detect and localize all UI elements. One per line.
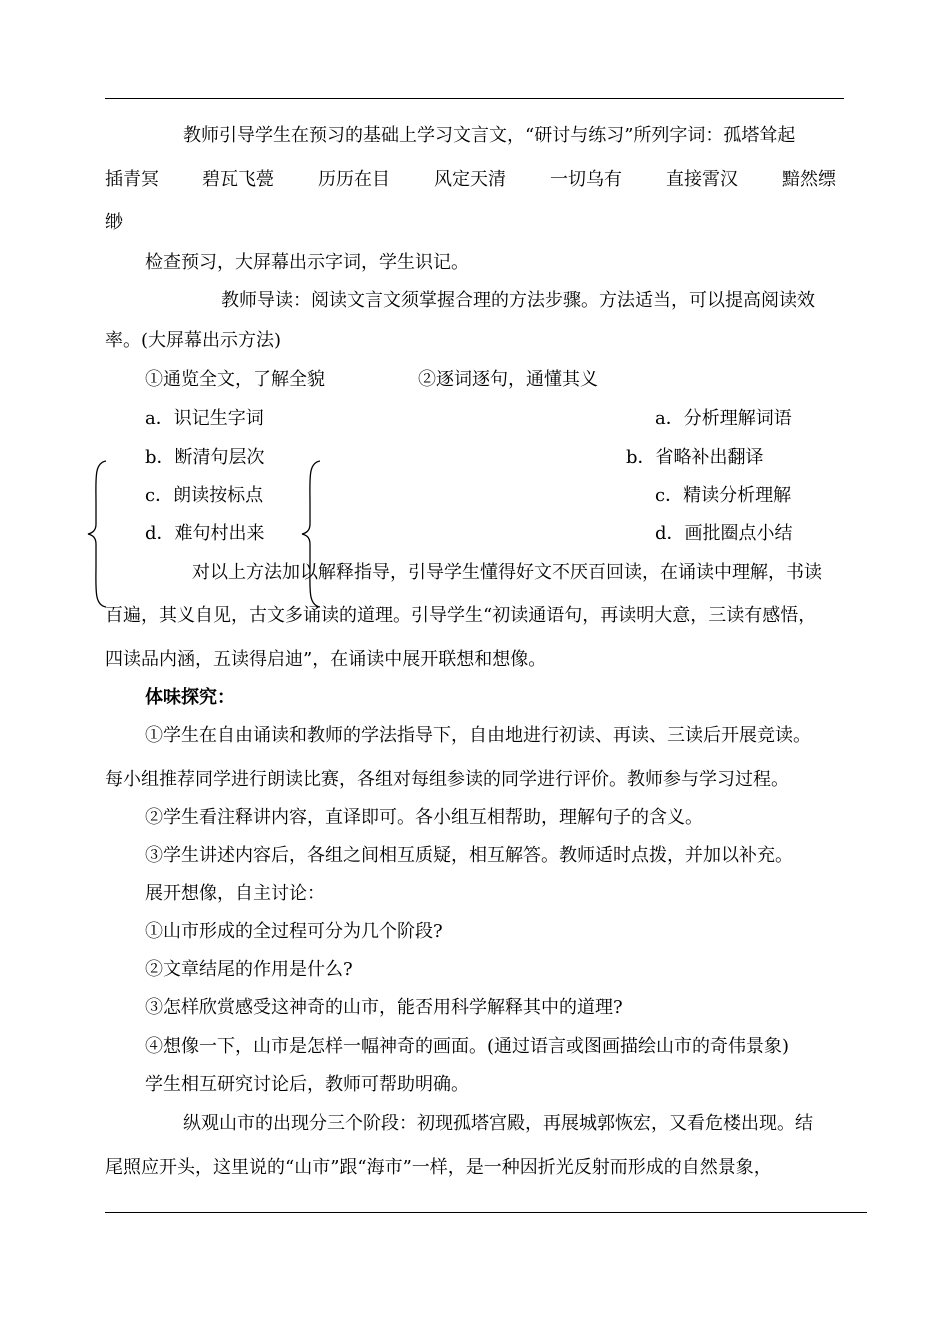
- method-2-item: c．精读分析理解: [655, 485, 792, 506]
- vocab-word: 历历在目: [318, 169, 390, 190]
- question-item: ④想像一下，山市是怎样一幅神奇的画面。(通过语言或图画描绘山市的奇伟景象): [145, 1036, 790, 1057]
- explore-1a: ①学生在自由诵读和教师的学法指导下，自由地进行初读、再读、三读后开展竞读。: [145, 725, 811, 746]
- method-2-item: a．分析理解词语: [655, 408, 792, 429]
- footer-rule: [105, 1212, 867, 1213]
- right-brace-icon: [300, 459, 324, 609]
- check-line: 检查预习，大屏幕出示字词，学生识记。: [145, 252, 469, 273]
- explain-line-2: 百遍，其义自见，古文多诵读的道理。引导学生“初读通语句，再读明大意，三读有感悟，: [105, 605, 817, 626]
- method-2-item: b．省略补出翻译: [626, 447, 764, 468]
- vocab-word: 黯然缥: [782, 169, 836, 190]
- intro-line-1: 教师引导学生在预习的基础上学习文言文，“研讨与练习”所列字词：孤塔耸起: [183, 125, 796, 146]
- method-1-item: b．断清句层次: [145, 447, 265, 468]
- question-item: ②文章结尾的作用是什么?: [145, 959, 353, 980]
- vocab-wrap: 缈: [105, 212, 123, 233]
- guide-line-2: 率。(大屏幕出示方法): [105, 330, 282, 351]
- method-2-title: ②逐词逐句，通懂其义: [418, 369, 598, 390]
- explain-line-1: 对以上方法加以解释指导，引导学生懂得好文不厌百回读，在诵读中理解，书读: [192, 562, 822, 583]
- conclusion-line-1: 纵观山市的出现分三个阶段：初现孤塔宫殿，再展城郭恢宏，又看危楼出现。结: [183, 1113, 813, 1134]
- vocab-words-row: [105, 170, 845, 190]
- explain-line-3: 四读品内涵，五读得启迪”，在诵读中展开联想和想像。: [105, 649, 547, 670]
- question-item: ①山市形成的全过程可分为几个阶段?: [145, 921, 443, 942]
- explore-1b: 每小组推荐同学进行朗读比赛，各组对每组参读的同学进行评价。教师参与学习过程。: [105, 769, 789, 790]
- method-1-item: d．难句村出来: [145, 523, 265, 544]
- conclusion-line-2: 尾照应开头，这里说的“山市”跟“海市”一样，是一种因折光反射而形成的自然景象，: [105, 1157, 772, 1178]
- method-2-item: d．画批圈点小结: [655, 523, 793, 544]
- vocab-word: 一切乌有: [550, 169, 622, 190]
- explore-3: ③学生讲述内容后，各组之间相互质疑，相互解答。教师适时点拨，并加以补充。: [145, 845, 793, 866]
- left-brace-icon: [86, 459, 110, 609]
- method-1-title: ①通览全文，了解全貌: [145, 369, 325, 390]
- question-item: ③怎样欣赏感受这神奇的山市，能否用科学解释其中的道理?: [145, 997, 623, 1018]
- method-1-item: a．识记生字词: [145, 408, 264, 429]
- discuss-intro: 展开想像，自主讨论：: [145, 883, 325, 904]
- discuss-after: 学生相互研究讨论后，教师可帮助明确。: [145, 1074, 469, 1095]
- vocab-word: 碧瓦飞甍: [202, 169, 274, 190]
- explore-2: ②学生看注释讲内容，直译即可。各小组互相帮助，理解句子的含义。: [145, 807, 703, 828]
- vocab-word: 风定天清: [434, 169, 506, 190]
- vocab-word: 直接霄汉: [666, 169, 738, 190]
- method-1-item: c．朗读按标点: [145, 485, 264, 506]
- guide-line-1: 教师导读：阅读文言文须掌握合理的方法步骤。方法适当，可以提高阅读效: [221, 290, 815, 311]
- header-rule: [105, 98, 844, 99]
- section-title: 体味探究：: [145, 687, 235, 708]
- vocab-word: 插青冥: [105, 169, 159, 190]
